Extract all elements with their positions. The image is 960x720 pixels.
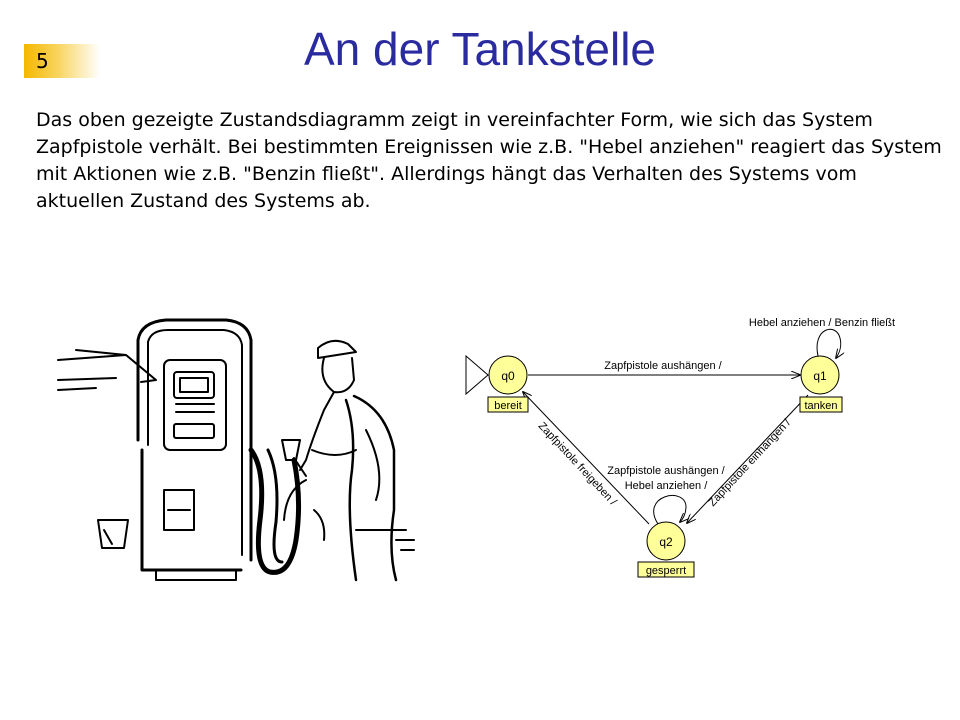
state-q0-label: bereit — [494, 400, 522, 412]
state-q2-id: q2 — [659, 535, 673, 549]
text-line: mit Aktionen wie z.B. "Benzin fließt". Allerdings hängt das Verhalten des Systems vom — [36, 163, 857, 185]
label-q2-self-line1: Zapfpistole aushängen / — [607, 465, 725, 477]
slide-title: An der Tankstelle — [303, 23, 657, 75]
label-q1-self: Hebel anziehen / Benzin fließt — [748, 317, 896, 329]
transition-q2-self — [654, 496, 686, 524]
label-q2-self-line2: Hebel anziehen / — [624, 480, 708, 492]
state-q1 — [800, 356, 842, 412]
state-q0 — [488, 356, 528, 412]
state-q1-id: q1 — [813, 369, 827, 383]
label-q2-q0: Zapfpistole freigeben / — [535, 420, 619, 508]
label-q0-q1: Zapfpistole aushängen / — [604, 360, 722, 372]
start-marker-icon — [466, 356, 488, 394]
state-q0-id: q0 — [501, 369, 515, 383]
text-line: Das oben gezeigte Zustandsdiagramm zeigt in vereinfachter Form, wie sich das System — [36, 109, 873, 131]
transition-q2-q0 — [523, 392, 649, 524]
text-line: aktuellen Zustand des Systems ab. — [36, 190, 371, 212]
state-q1-label: tanken — [804, 400, 838, 412]
text-line: Zapfpistole verhält. Bei bestimmten Ereignissen wie z.B. "Hebel anziehen" reagiert das System — [36, 136, 942, 158]
label-q1-q0: Zapfpistole einhängen / — [706, 417, 794, 509]
transition-q1-self — [817, 329, 841, 358]
state-q2-label: gesperrt — [645, 565, 687, 577]
state-q2 — [638, 522, 694, 577]
slide-number: 5 — [36, 49, 49, 73]
